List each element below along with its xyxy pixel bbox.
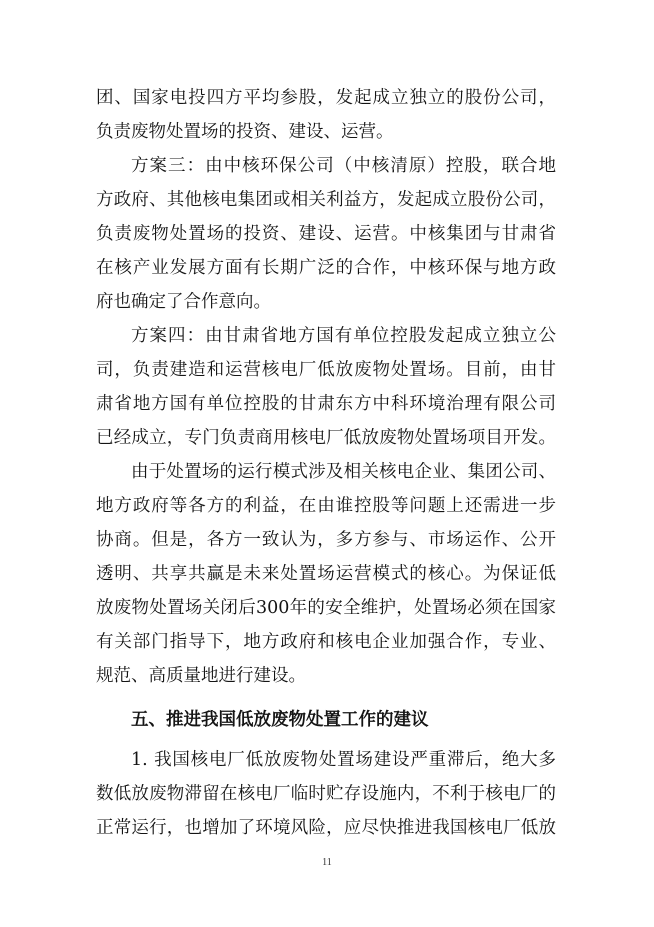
body-text-line: 有关部门指导下，地方政府和核电企业加强合作，专业、: [96, 632, 556, 652]
paragraph-first-line: 方案三：由中核环保公司（中核清原）控股，联合地: [131, 156, 556, 176]
paragraph-first-line: 1. 我国核电厂低放废物处置场建设严重滞后，绝大多: [131, 750, 556, 770]
body-text-line: 方政府、其他核电集团或相关利益方，发起成立股份公司，: [96, 190, 556, 210]
body-text-line: 团、国家电投四方平均参股，发起成立独立的股份公司，: [96, 88, 556, 108]
body-text-line: 放废物处置场关闭后300年的安全维护，处置场必须在国家: [96, 598, 556, 618]
body-text-line: 府也确定了合作意向。: [96, 292, 271, 312]
body-text-line: 司，负责建造和运营核电厂低放废物处置场。目前，由甘: [96, 360, 556, 380]
section-heading: 五、推进我国低放废物处置工作的建议: [131, 710, 429, 730]
body-text-line: 负责废物处置场的投资、建设、运营。: [96, 122, 394, 142]
body-text-line: 规范、高质量地进行建设。: [96, 666, 306, 686]
body-text-line: 肃省地方国有单位控股的甘肃东方中科环境治理有限公司: [96, 394, 556, 414]
paragraph-first-line: 方案四：由甘肃省地方国有单位控股发起成立独立公: [131, 326, 556, 346]
paragraph-first-line: 由于处置场的运行模式涉及相关核电企业、集团公司、: [131, 462, 556, 482]
page-number: 11: [322, 857, 332, 868]
body-text-line: 地方政府等各方的利益，在由谁控股等问题上还需进一步: [96, 496, 556, 516]
body-text-line: 透明、共享共赢是未来处置场运营模式的核心。为保证低: [96, 564, 556, 584]
body-text-line: 数低放废物滞留在核电厂临时贮存设施内，不利于核电厂的: [96, 784, 556, 804]
body-text-line: 在核产业发展方面有长期广泛的合作，中核环保与地方政: [96, 258, 556, 278]
body-text-line: 已经成立，专门负责商用核电厂低放废物处置场项目开发。: [96, 428, 556, 448]
body-text-line: 正常运行，也增加了环境风险，应尽快推进我国核电厂低放: [96, 818, 556, 838]
body-text-line: 协商。但是，各方一致认为，多方参与、市场运作、公开: [96, 530, 556, 550]
body-text-line: 负责废物处置场的投资、建设、运营。中核集团与甘肃省: [96, 224, 556, 244]
